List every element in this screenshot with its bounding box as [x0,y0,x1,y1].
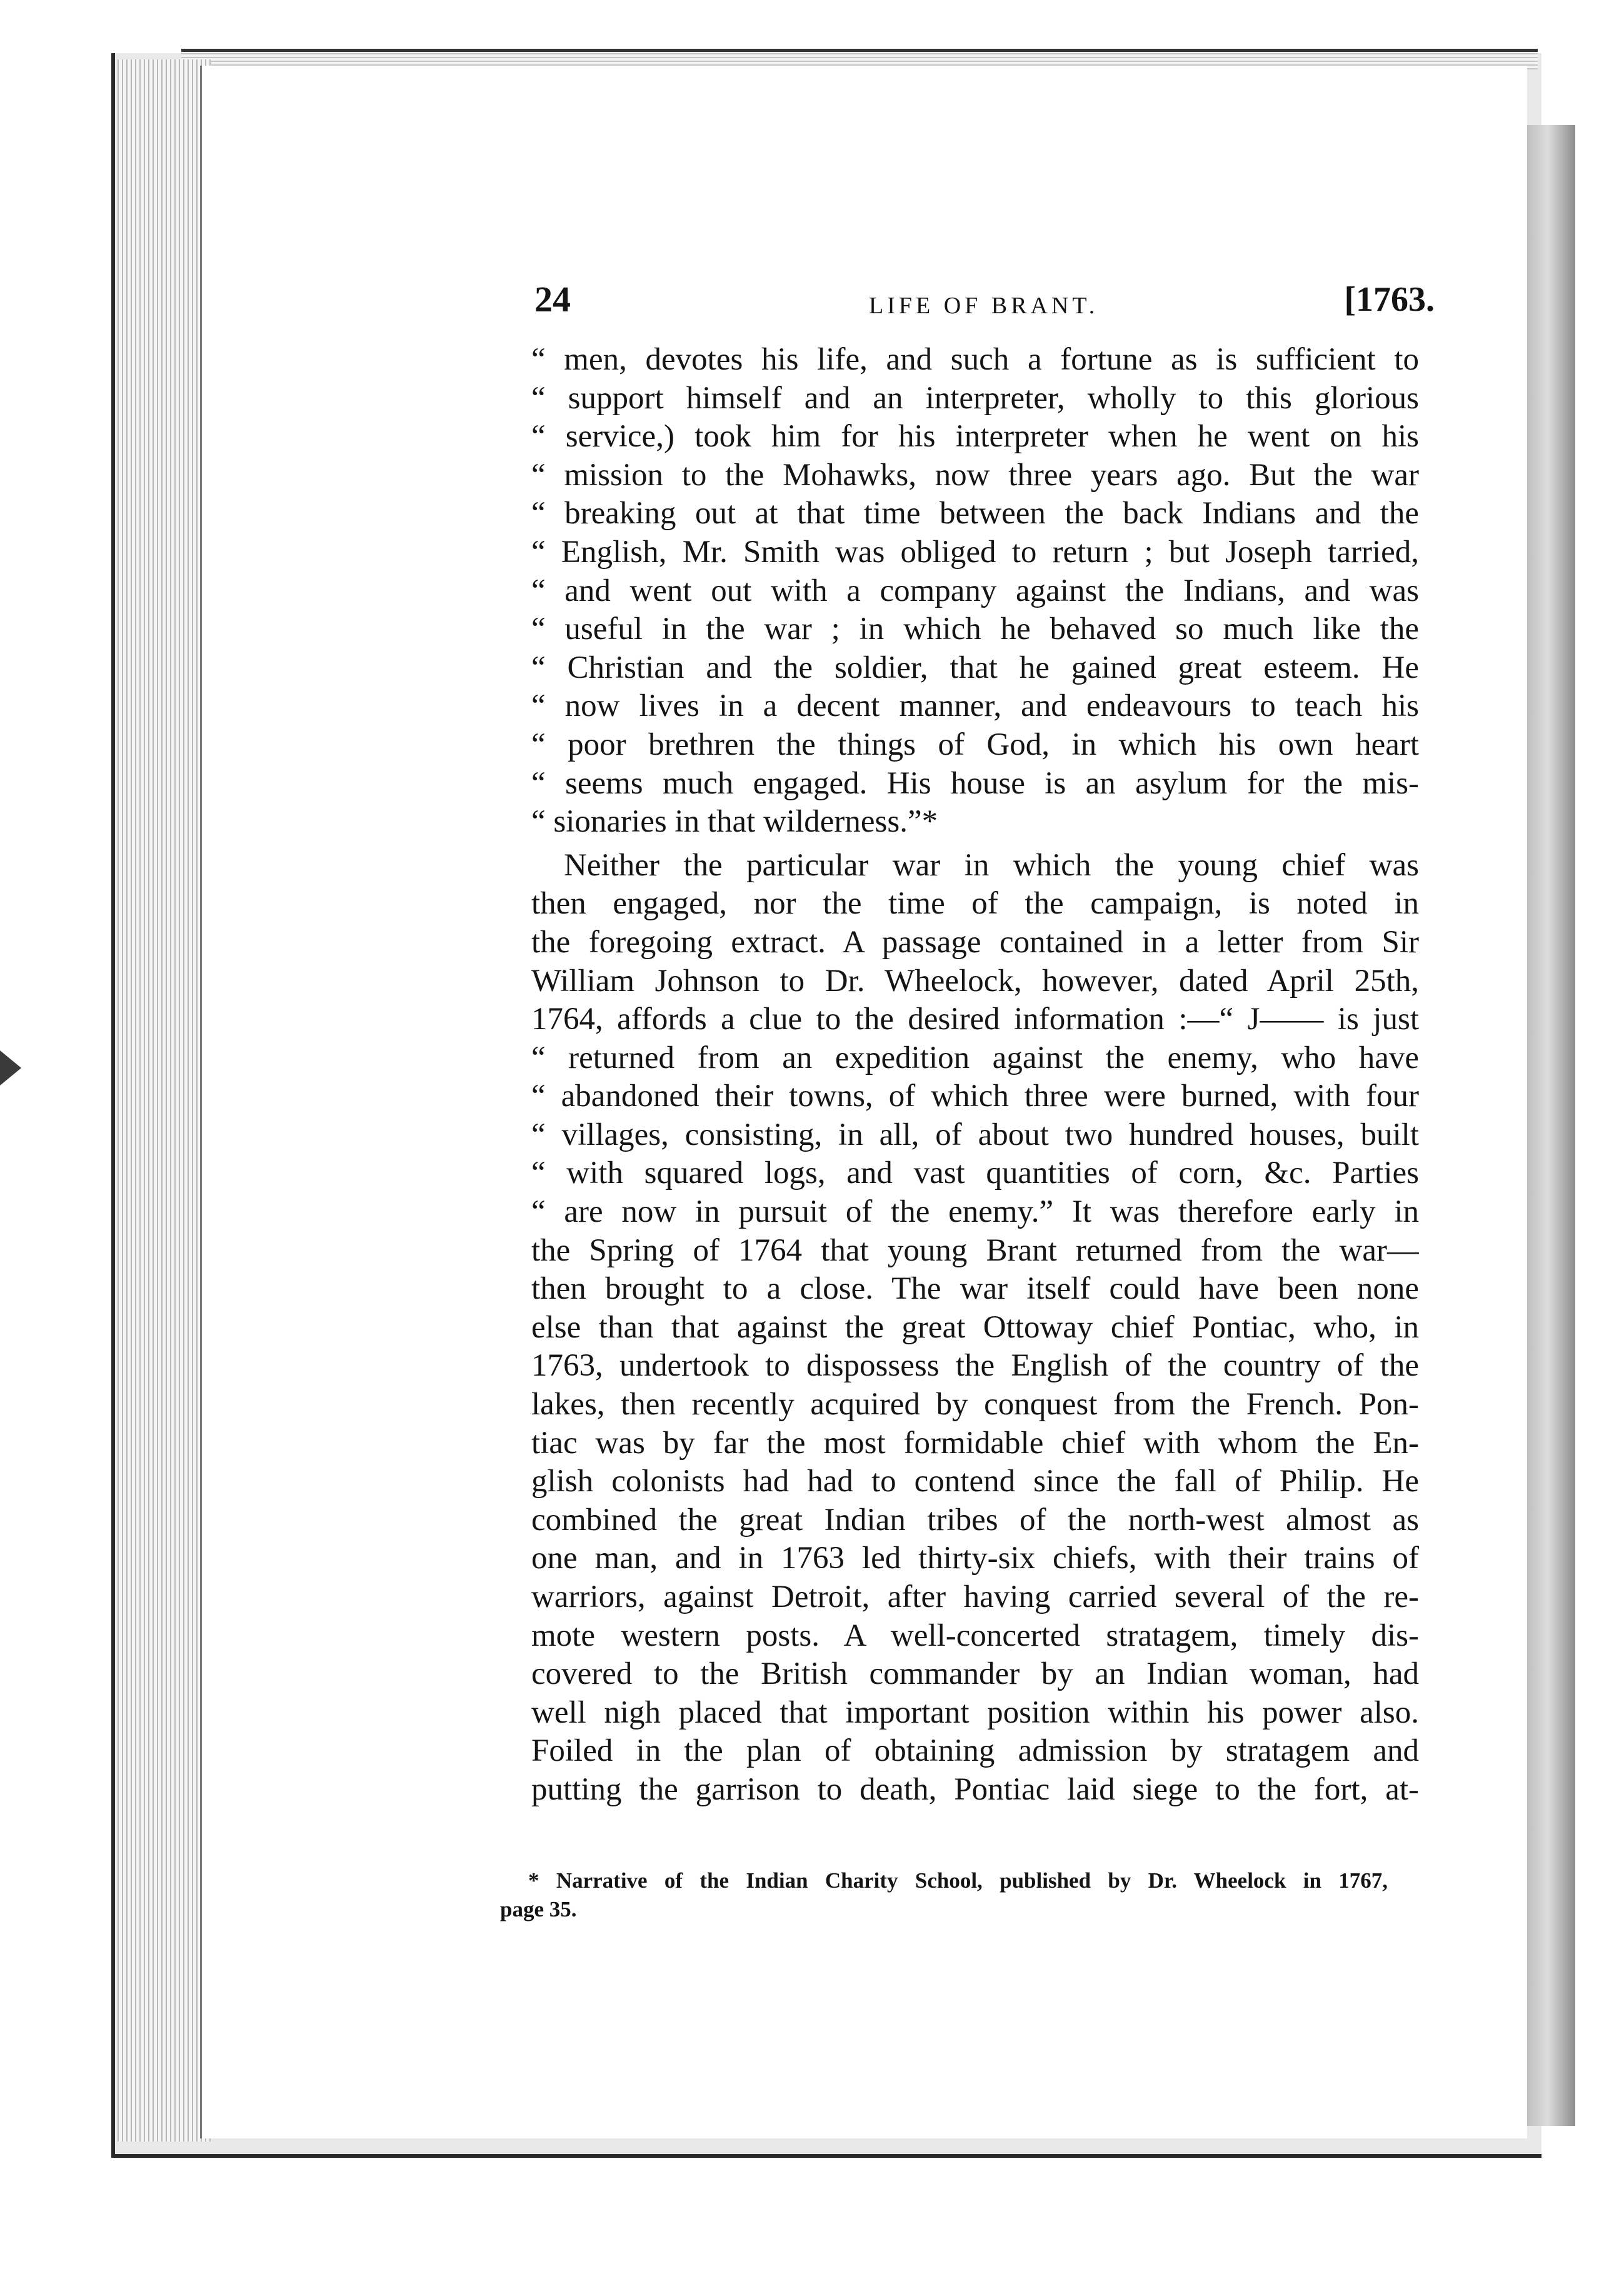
page-number: 24 [534,279,571,320]
text-line: well nigh placed that important position within his power also. [531,1694,1419,1730]
text-line: tiac was by far the most formidable chief with whom the En- [531,1425,1419,1461]
text-line: 1764, affords a clue to the desired information :—“ J—— is just [531,1002,1419,1037]
text-line: “ with squared logs, and vast quantities of corn, &c. Parties [531,1156,1419,1191]
text-line: Neither the particular war in which the young chief was [564,847,1419,883]
text-line: warriors, against Detroit, after having carried several of the re- [531,1579,1419,1614]
text-line: “ men, devotes his life, and such a fortune as is sufficient to [531,342,1419,377]
scan-edge-mark [0,1050,21,1085]
text-line: “ support himself and an interpreter, wholly to this glorious [531,380,1419,416]
footnote-line: * Narrative of the Indian Charity School, published by Dr. Wheelock in 1767, [528,1868,1388,1893]
text-line: “ villages, consisting, in all, of about two hundred houses, built [531,1117,1419,1152]
text-line: Foiled in the plan of obtaining admission by stratagem and [531,1733,1419,1769]
text-line: “ are now in pursuit of the enemy.” It was therefore early in [531,1194,1419,1230]
text-line: William Johnson to Dr. Wheelock, however, dated April 25th, [531,963,1419,999]
text-line: glish colonists had had to contend since the fall of Philip. He [531,1464,1419,1499]
text-line: mote western posts. A well-concerted stratagem, timely dis- [531,1618,1419,1653]
running-head [534,278,1435,328]
text-line: covered to the British commander by an Indian woman, had [531,1656,1419,1692]
text-line: then engaged, nor the time of the campaign, is noted in [531,886,1419,922]
right-page-shadow [1525,125,1575,2126]
text-line: the foregoing extract. A passage contained in a letter from Sir [531,924,1419,960]
running-year: [1763. [1344,280,1435,319]
text-line: putting the garrison to death, Pontiac laid siege to the fort, at- [531,1771,1419,1807]
footnote [500,1866,1388,1924]
text-line: “ seems much engaged. His house is an asylum for the mis- [531,765,1419,801]
main-paragraph [531,847,1419,1810]
body-text [531,341,1419,1810]
text-line: lakes, then recently acquired by conquest from the French. Pon- [531,1387,1419,1422]
text-line: “ useful in the war ; in which he behaved so much like the [531,612,1419,647]
left-page-edges [118,59,211,2142]
text-line: “ breaking out at that time between the back Indians and the [531,496,1419,531]
text-line: then brought to a close. The war itself could have been none [531,1271,1419,1307]
quoted-paragraph [531,341,1419,842]
text-line: “ mission to the Mohawks, now three years ago. But the war [531,457,1419,493]
text-line: “ returned from an expedition against the enemy, who have [531,1040,1419,1075]
text-line: combined the great Indian tribes of the north-west almost as [531,1502,1419,1538]
text-line: “ abandoned their towns, of which three were burned, with four [531,1079,1419,1114]
text-line: “ English, Mr. Smith was obliged to return ; but Joseph tarried, [531,534,1419,570]
text-line: “ service,) took him for his interpreter when he went on his [531,419,1419,455]
running-title: LIFE OF BRANT. [869,293,1099,319]
text-line: else than that against the great Ottoway chief Pontiac, who, in [531,1309,1419,1345]
footnote-line: page 35. [500,1897,577,1921]
text-line: “ and went out with a company against the Indians, and was [531,573,1419,608]
text-line: “ Christian and the soldier, that he gained great esteem. He [531,650,1419,685]
text-line: “ sionaries in that wilderness.”* [531,804,938,840]
text-line: the Spring of 1764 that young Brant returned from the war— [531,1232,1419,1268]
text-line: “ poor brethren the things of God, in which his own heart [531,727,1419,762]
text-line: 1763, undertook to dispossess the English of the country of the [531,1348,1419,1384]
text-line: “ now lives in a decent manner, and endeavours to teach his [531,688,1419,724]
text-line: one man, and in 1763 led thirty-six chiefs, with their trains of [531,1541,1419,1576]
